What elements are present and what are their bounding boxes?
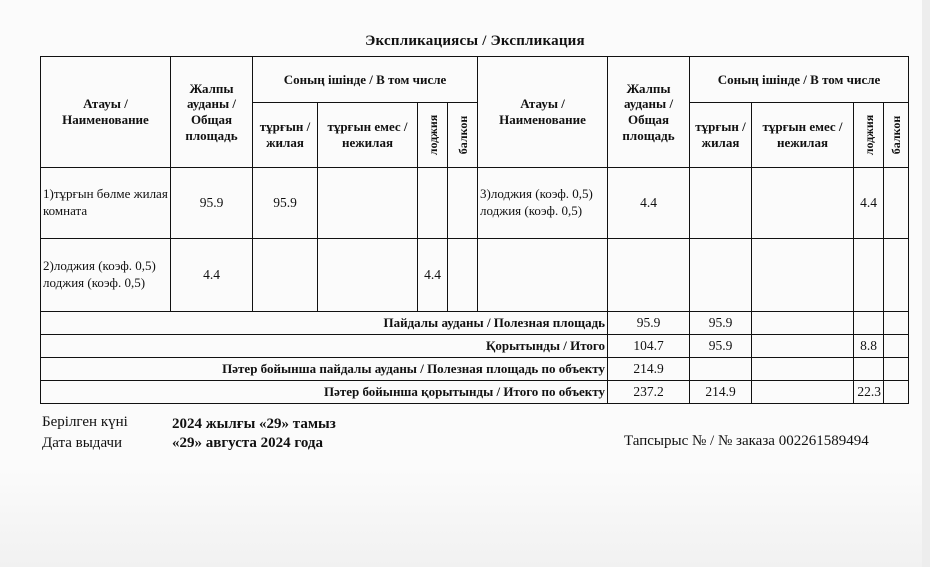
empty-cell: [854, 358, 884, 381]
issued-date-kz: 2024 жылғы «29» тамыз: [172, 416, 336, 432]
empty-cell: [854, 239, 884, 312]
page-title: Экспликациясы / Экспликация: [365, 33, 585, 49]
object-useful-total: 214.9: [608, 358, 690, 381]
summary-row-object-total: [41, 381, 909, 404]
room-total: 95.9: [171, 168, 253, 239]
room-nonliving: [318, 239, 418, 312]
header-total-left: Жалпы ауданы / Общая площадь: [171, 57, 253, 168]
room-living: [253, 239, 318, 312]
empty-cell: [884, 381, 909, 404]
header-including-right: Соның ішінде / В том числе: [690, 57, 909, 103]
empty-cell: [884, 312, 909, 335]
room-total: 4.4: [171, 239, 253, 312]
room-balcony: [448, 168, 478, 239]
object-total-total: 237.2: [608, 381, 690, 404]
empty-cell: [690, 239, 752, 312]
room-balcony: [448, 239, 478, 312]
issued-label-ru: Дата выдачи: [42, 435, 123, 451]
useful-area-label: Пайдалы ауданы / Полезная площадь: [41, 312, 608, 335]
order-label: Тапсырыс № / № заказа: [624, 433, 775, 449]
empty-cell: [752, 335, 854, 358]
room-loggia: 4.4: [854, 168, 884, 239]
order-number: 002261589494: [778, 433, 869, 449]
useful-area-total: 95.9: [608, 312, 690, 335]
issued-date-ru: «29» августа 2024 года: [172, 435, 324, 451]
table-row: [41, 239, 909, 312]
room-living: [690, 168, 752, 239]
object-total-loggia: 22.3: [854, 381, 884, 404]
empty-cell: [478, 239, 608, 312]
object-total-living: 214.9: [690, 381, 752, 404]
header-loggia-right: лоджия: [854, 103, 884, 168]
header-name-left: Атауы / Наименование: [41, 57, 171, 168]
room-total: 4.4: [608, 168, 690, 239]
useful-area-living: 95.9: [690, 312, 752, 335]
header-including-left: Соның ішінде / В том числе: [253, 57, 478, 103]
empty-cell: [854, 312, 884, 335]
order-number-line: [624, 433, 869, 450]
room-loggia: 4.4: [418, 239, 448, 312]
total-total: 104.7: [608, 335, 690, 358]
header-loggia-left: лоджия: [418, 103, 448, 168]
header-name-right: Атауы / Наименование: [478, 57, 608, 168]
issued-label-kz: Берілген күні: [42, 414, 128, 430]
empty-cell: [752, 312, 854, 335]
header-balcony-left: балкон: [448, 103, 478, 168]
header-total-right: Жалпы ауданы / Общая площадь: [608, 57, 690, 168]
summary-row-total: [41, 335, 909, 358]
header-living-right: тұрғын / жилая: [690, 103, 752, 168]
room-name: 2)лоджия (коэф. 0,5) лоджия (коэф. 0,5): [41, 239, 171, 312]
empty-cell: [884, 335, 909, 358]
total-living: 95.9: [690, 335, 752, 358]
room-loggia: [418, 168, 448, 239]
summary-row-object-useful: [41, 358, 909, 381]
summary-row-useful: [41, 312, 909, 335]
room-balcony: [884, 168, 909, 239]
explication-table: [40, 56, 909, 404]
header-row-1: [41, 57, 909, 103]
header-balcony-right: балкон: [884, 103, 909, 168]
empty-cell: [752, 358, 854, 381]
empty-cell: [752, 239, 854, 312]
empty-cell: [608, 239, 690, 312]
empty-cell: [752, 381, 854, 404]
empty-cell: [690, 358, 752, 381]
room-nonliving: [318, 168, 418, 239]
header-living-left: тұрғын / жилая: [253, 103, 318, 168]
room-name: 1)тұрғын бөлме жилая комната: [41, 168, 171, 239]
object-total-label: Пәтер бойынша қорытынды / Итого по объекту: [41, 381, 608, 404]
room-living: 95.9: [253, 168, 318, 239]
total-label: Қорытынды / Итого: [41, 335, 608, 358]
empty-cell: [884, 239, 909, 312]
room-name: 3)лоджия (коэф. 0,5) лоджия (коэф. 0,5): [478, 168, 608, 239]
header-nonliving-right: тұрғын емес / нежилая: [752, 103, 854, 168]
empty-cell: [884, 358, 909, 381]
table-row: [41, 168, 909, 239]
total-loggia: 8.8: [854, 335, 884, 358]
header-nonliving-left: тұрғын емес / нежилая: [318, 103, 418, 168]
room-nonliving: [752, 168, 854, 239]
object-useful-label: Пәтер бойынша пайдалы ауданы / Полезная площадь по объекту: [41, 358, 608, 381]
